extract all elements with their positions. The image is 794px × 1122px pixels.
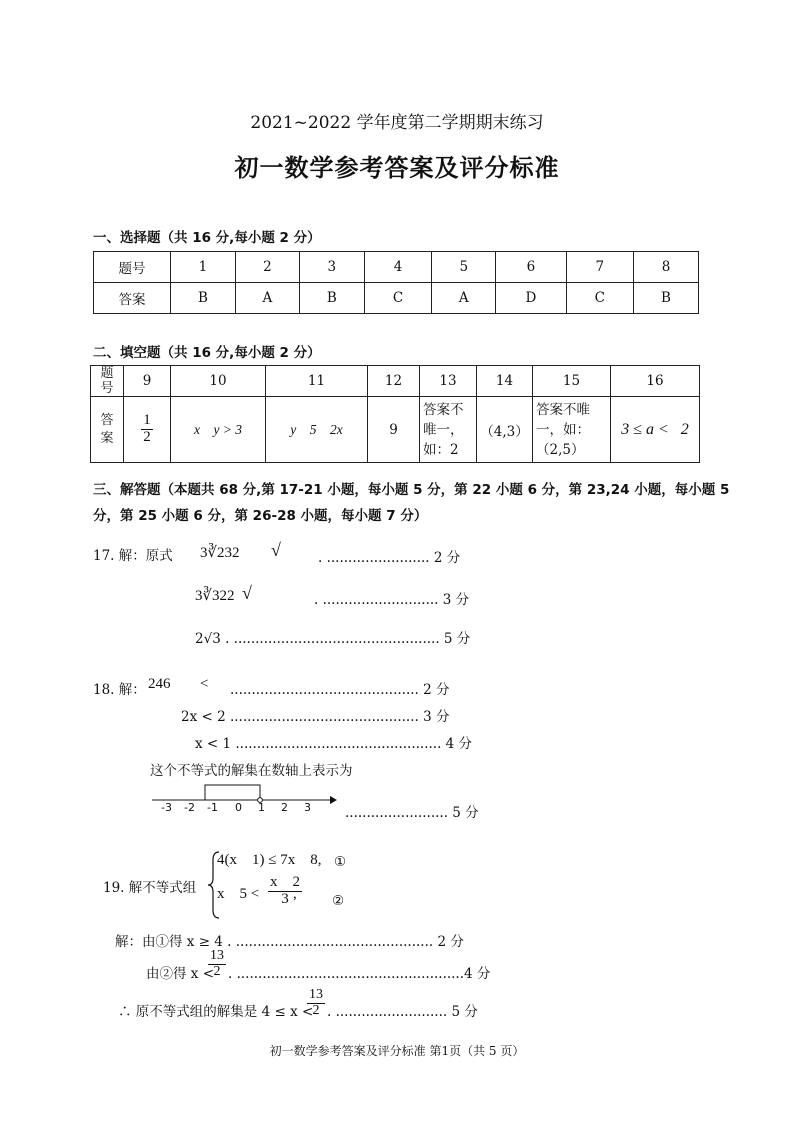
tick-label: -1 (207, 801, 218, 814)
q17-line2-score: . ........................... 3 分 (314, 592, 470, 608)
document-subtitle: 初一数学参考答案及评分标准 (234, 153, 560, 182)
table-cell: （4,3） (477, 397, 533, 463)
q19-solution-line3-score: . .......................... 5 分 (327, 1004, 478, 1020)
fill-blank-answer-table (90, 365, 700, 463)
table-cell: 1 (171, 252, 236, 283)
fraction (141, 413, 153, 446)
sqrt-symbol: √ (271, 540, 281, 560)
q19-inequality1: 4(x 1) ≤ 7x 8, (217, 852, 322, 868)
q17-label: 17. 解：原式 (93, 548, 173, 564)
document-title: 2021~2022 学年度第二学期期末练习 (250, 113, 544, 133)
table-cell: 9 (124, 366, 171, 397)
q18-axis-score: ........................ 5 分 (345, 805, 479, 821)
tick-label: -2 (184, 801, 195, 814)
table-cell: 11 (266, 366, 368, 397)
table-cell: 答案不唯一，如：（2,5） (533, 397, 611, 463)
table-cell: 7 (566, 252, 633, 283)
sqrt-symbol: √ (242, 583, 252, 603)
section3-heading-line1: 三、解答题（本题共 68 分,第 17-21 小题，每小题 5 分，第 22 小题 6 分，第 23,24 小题，每小题 5 (93, 482, 730, 498)
fraction (307, 988, 325, 1018)
q18-line1-score: ............................................ 2 分 (230, 682, 450, 698)
q18-note: 这个不等式的解集在数轴上表示为 (150, 763, 353, 779)
tick-label: 3 (304, 801, 311, 814)
table-cell: 4 (364, 252, 431, 283)
table-row (91, 397, 700, 463)
table-cell (124, 397, 171, 463)
table-cell: 题号 (91, 366, 124, 397)
q18-line1-op: < (200, 676, 209, 692)
solution-range-bracket (205, 785, 260, 800)
table-cell: 3 (299, 252, 364, 283)
table-cell: x y > 3 (171, 397, 266, 463)
fraction-numerator: x 2 (270, 874, 300, 890)
q19-inequality2-left: x 5 < (217, 886, 260, 902)
table-cell: 6 (496, 252, 566, 283)
table-cell: B (171, 283, 236, 314)
table-cell: 题号 (94, 252, 171, 283)
q19-solution-line2-prefix: 由②得 x < (146, 966, 215, 982)
fraction-numerator: 1 (143, 412, 151, 429)
q18-line3: x < 1 ................................................ 4 分 (195, 736, 473, 752)
table-cell: B (299, 283, 364, 314)
table-cell: 14 (477, 366, 533, 397)
tick-label: 1 (258, 801, 265, 814)
fraction-denominator: 3 (281, 890, 289, 907)
fraction-denominator: 2 (213, 963, 221, 979)
tick-label: -3 (161, 801, 172, 814)
fraction-denominator: 2 (312, 1002, 320, 1018)
choice-answer-table (93, 251, 699, 314)
q17-line3: 2√3 . ................................................ 5 分 (195, 631, 471, 647)
section3-heading-line2: 分，第 25 小题 6 分，第 26-28 小题，每小题 7 分） (93, 508, 428, 524)
table-cell: 15 (533, 366, 611, 397)
table-cell: 答案 (94, 283, 171, 314)
table-cell: 5 (432, 252, 496, 283)
fraction-denominator: 2 (143, 429, 151, 445)
q19-solution-line2-score: . .....................................................4 分 (228, 966, 491, 982)
section1-heading: 一、选择题（共 16 分,每小题 2 分） (93, 230, 321, 246)
tick-label: 2 (281, 801, 288, 814)
table-cell: C (364, 283, 431, 314)
table-cell: A (235, 283, 299, 314)
q17-line1-score: . ........................ 2 分 (318, 550, 461, 566)
table-cell: 3 ≤ a < 2 (611, 397, 700, 463)
circled-one-mark: ① (334, 854, 347, 870)
table-cell: 答案 (91, 397, 124, 463)
table-row (94, 283, 699, 314)
table-cell: 12 (368, 366, 420, 397)
fraction (208, 949, 226, 979)
table-cell: A (432, 283, 496, 314)
page-footer: 初一数学参考答案及评分标准 第1页（共 5 页） (269, 1044, 525, 1058)
table-cell: C (566, 283, 633, 314)
table-cell: B (634, 283, 699, 314)
number-line-tick-labels (155, 801, 345, 817)
table-cell: 16 (611, 366, 700, 397)
section2-heading: 二、填空题（共 16 分,每小题 2 分） (93, 345, 321, 361)
q17-line1-expr: 3∛232 (200, 545, 240, 561)
table-cell: 8 (634, 252, 699, 283)
table-row (91, 366, 700, 397)
fraction-numerator: 13 (309, 987, 323, 1002)
circled-two-mark: ② (332, 893, 345, 909)
table-cell: 2 (235, 252, 299, 283)
table-cell: 10 (171, 366, 266, 397)
fraction (268, 875, 302, 908)
q19-label: 19. 解不等式组 (103, 880, 197, 896)
q19-solution-line3-prefix: ∴ 原不等式组的解集是 4 ≤ x < (118, 1004, 314, 1020)
q18-label: 18. 解： (93, 682, 146, 698)
q18-line2: 2x < 2 ............................................ 3 分 (181, 709, 450, 725)
tick-label: 0 (235, 801, 242, 814)
table-row (94, 252, 699, 283)
q18-line1-expr: 246 (148, 676, 171, 692)
table-cell: 答案不唯一，如：2 (420, 397, 477, 463)
table-cell: D (496, 283, 566, 314)
table-cell: 9 (368, 397, 420, 463)
table-cell: 13 (420, 366, 477, 397)
table-cell: y 5 2x (266, 397, 368, 463)
q17-line2-expr: 3∛322 (195, 588, 235, 604)
comma: , (293, 886, 297, 902)
q19-solution-line1: 解：由①得 x ≥ 4 . .............................................. 2 分 (115, 934, 464, 950)
fraction-numerator: 13 (210, 948, 224, 963)
